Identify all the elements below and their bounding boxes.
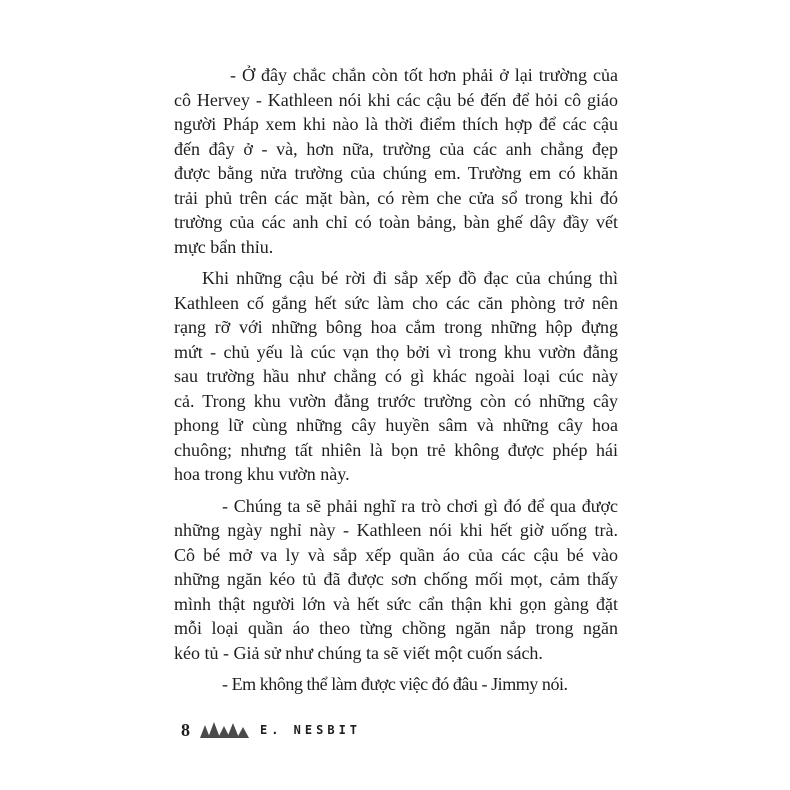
text-line: trải phủ trên các mặt bàn, có rèm che cửa sổ trong khi đó — [174, 187, 618, 208]
text-line: người Pháp xem khi nào là thời điểm thích hợp để các cậu — [174, 114, 618, 134]
text-line: Cô bé mở va ly và sắp xếp quần áo của các cậu bé vào — [174, 544, 618, 565]
text-line: cả. Trong khu vườn đằng trước trường còn có những cây — [174, 390, 618, 411]
paragraph — [174, 63, 618, 88]
text-line: sau trường hầu như chẳng có gì khác ngoài loại cúc này — [174, 366, 618, 386]
text-line: - Em không thể làm được việc đó đâu - Jimmy nói. — [222, 674, 568, 694]
text-line: phong lữ cùng những cây huyền sâm và những cây hoa — [174, 415, 618, 435]
text-line: được bằng nửa trường của chúng em. Trường em có khăn — [174, 163, 618, 183]
page-number: 8 — [181, 719, 190, 740]
paragraph-continued — [174, 518, 618, 665]
text-line: hoa trong khu vườn này. — [174, 464, 350, 484]
author-name: E. NESBIT — [260, 723, 362, 737]
page-footer — [181, 718, 361, 742]
text-line: mình thật người lớn và hết sức cẩn thận khi gọn gàng đặt — [174, 593, 618, 614]
text-line: rạng rỡ với những bông hoa cắm trong những hộp đựng — [174, 317, 618, 337]
body-text — [174, 63, 618, 697]
pine-trees-icon — [200, 722, 250, 738]
text-line: trường của các anh chỉ có toàn bảng, bàn ghế dây đầy vết — [174, 212, 618, 232]
paragraph-continued — [174, 291, 618, 487]
text-line: chuông; nhưng tất nhiên là bọn trẻ không được phép hái — [174, 439, 618, 460]
text-line: cô Hervey - Kathleen nói khi các cậu bé đến để hỏi cô giáo — [174, 89, 618, 110]
paragraph-continued — [174, 88, 618, 260]
text-line: những ngăn kéo tủ đã được sơn chống mối mọt, cảm thấy — [174, 569, 618, 589]
text-line: mực bẩn thỉu. — [174, 236, 274, 257]
text-line: đến đây ở - và, hơn nữa, trường của các anh chẳng đẹp — [174, 138, 618, 159]
text-line: - Chúng ta sẽ phải nghĩ ra trò chơi gì đó để qua được — [222, 495, 618, 516]
text-line: kéo tủ - Giả sử như chúng ta sẽ viết một cuốn sách. — [174, 642, 543, 663]
text-line: - Ở đây chắc chắn còn tốt hơn phải ở lại trường của — [230, 65, 618, 85]
text-line: mứt - chủ yếu là cúc vạn thọ bởi vì trong khu vườn đằng — [174, 341, 618, 362]
text-line: mỗi loại quần áo theo từng chồng ngăn nắp trong ngăn — [174, 618, 618, 638]
paragraph — [174, 266, 618, 291]
text-line: những ngày nghỉ này - Kathleen nói khi hết giờ uống trà. — [174, 520, 618, 540]
text-line: Kathleen cố gắng hết sức làm cho các căn phòng trở nên — [174, 292, 618, 313]
paragraph — [174, 494, 618, 519]
paragraph — [174, 672, 618, 697]
text-line: Khi những cậu bé rời đi sắp xếp đồ đạc của chúng thì — [202, 268, 618, 288]
